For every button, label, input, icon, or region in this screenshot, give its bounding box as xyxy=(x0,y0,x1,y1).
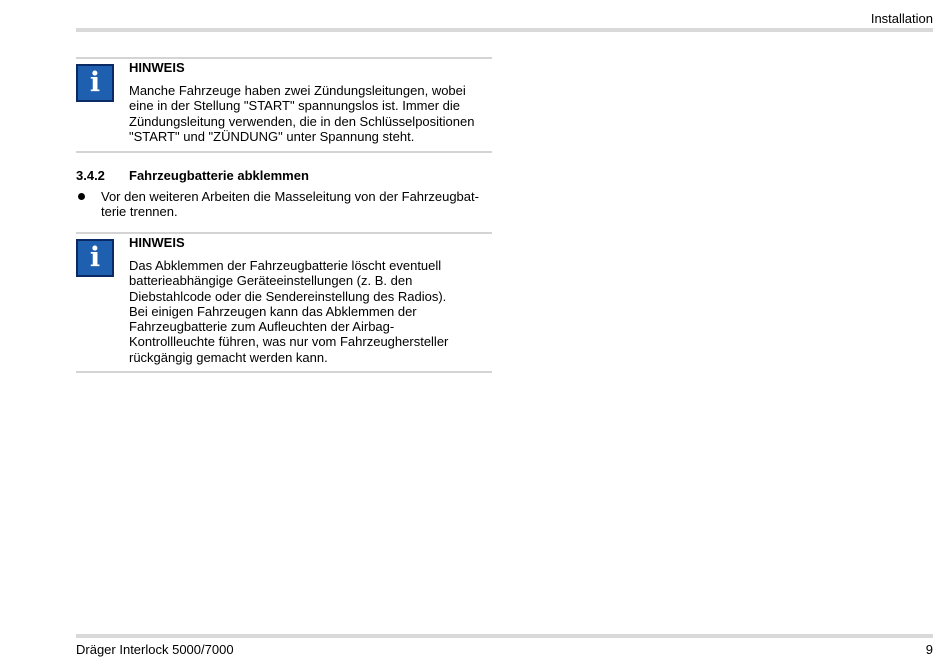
bullet-line: Vor den weiteren Arbeiten die Masseleitung von der Fahrzeugbat- xyxy=(101,189,479,204)
note1-title: HINWEIS xyxy=(129,60,185,75)
note1-top-divider xyxy=(76,57,492,59)
note1-bottom-divider xyxy=(76,151,492,153)
note2-line: batterieabhängige Geräteeinstellungen (z. B. den xyxy=(129,273,413,289)
note1-line: Manche Fahrzeuge haben zwei Zündungsleitungen, wobei xyxy=(129,83,466,98)
note2-line: rückgängig gemacht werden kann. xyxy=(129,349,328,365)
note2-bottom-divider xyxy=(76,371,492,373)
section-number: 3.4.2 xyxy=(76,168,105,183)
note2-line: Bei einigen Fahrzeugen kann das Abklemmen der xyxy=(129,303,417,319)
note1-line: eine in der Stellung "START" spannungslos ist. Immer die xyxy=(129,98,461,114)
chapter-title: Installation xyxy=(870,11,933,26)
note2-title: HINWEIS xyxy=(129,235,185,250)
note2-top-divider xyxy=(76,232,492,234)
header-divider xyxy=(76,28,933,32)
info-icon: i xyxy=(76,64,114,102)
note2-line: Das Abklemmen der Fahrzeugbatterie löscht eventuell xyxy=(129,258,442,273)
note2-body xyxy=(129,258,491,365)
page-number: 9 xyxy=(925,642,933,657)
footer-product-name: Dräger Interlock 5000/7000 xyxy=(76,642,234,657)
note1-line: "START" und "ZÜNDUNG" unter Spannung steht. xyxy=(129,128,415,144)
note2-line: Diebstahlcode oder die Sendereinstellung des Radios). xyxy=(129,288,447,304)
note1-line: Zündungsleitung verwenden, die in den Schlüsselpositionen xyxy=(129,113,475,129)
footer-divider xyxy=(76,634,933,638)
section-title: Fahrzeugbatterie abklemmen xyxy=(129,168,309,183)
bullet-line: terie trennen. xyxy=(101,204,178,220)
note2-line: Fahrzeugbatterie zum Aufleuchten der Airbag- xyxy=(129,319,395,335)
note1-body xyxy=(129,83,491,144)
bullet-text xyxy=(101,189,493,220)
info-icon: i xyxy=(76,239,114,277)
note2-line: Kontrollleuchte führen, was nur vom Fahrzeughersteller xyxy=(129,334,449,350)
bullet-icon xyxy=(78,193,85,200)
